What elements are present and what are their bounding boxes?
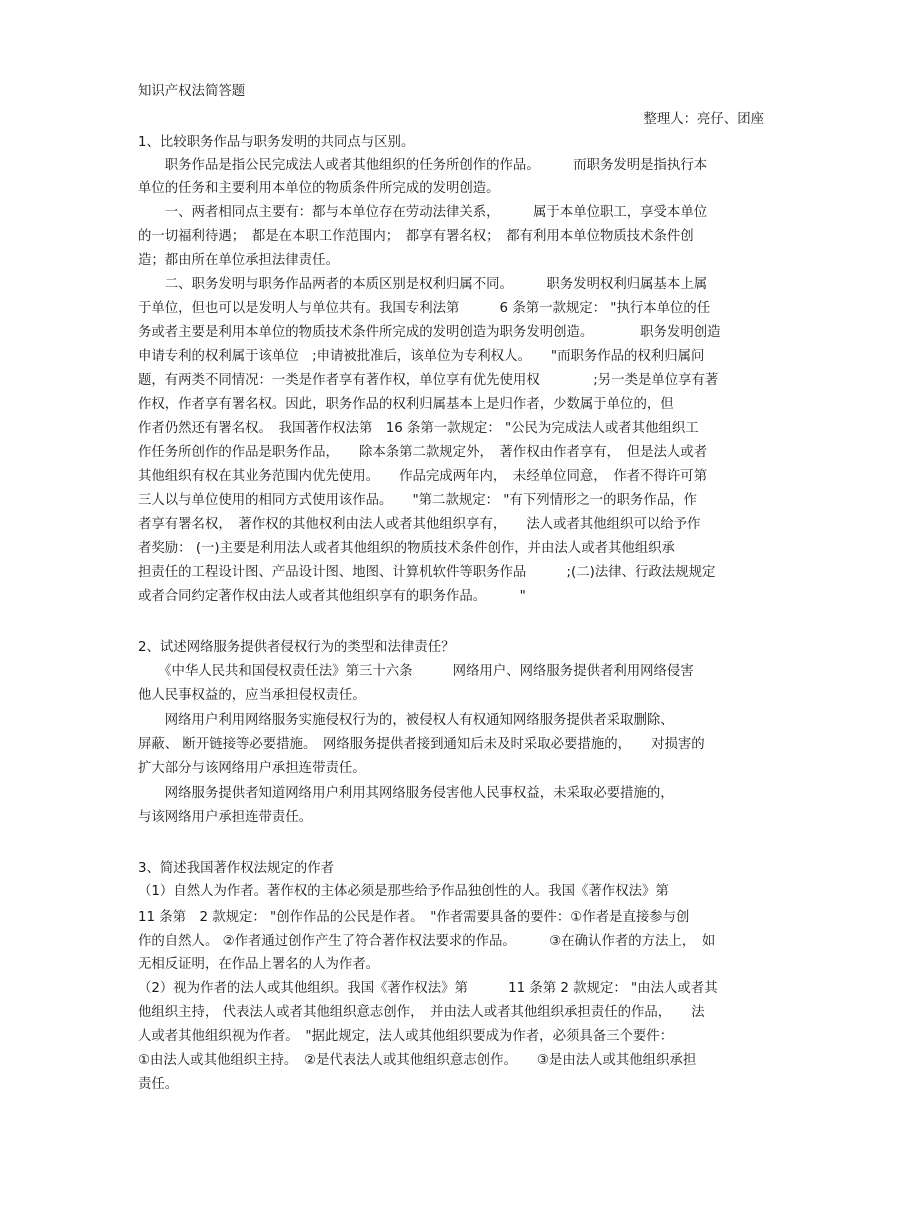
q3-line: （1）自然人为作者。著作权的主体必须是那些给予作品独创性的人。我国《著作权法》第 (138, 884, 669, 899)
q1-line: 于单位，但也可以是发明人与单位共有。我国专利法第 6 条第一款规定： "执行本单位的任 (138, 301, 711, 316)
q2-line: 与该网络用户承担连带责任。 (138, 810, 313, 825)
q1-line: 者享有署名权， 著作权的其他权利由法人或者其他组织享有， 法人或者其他组织可以给予作 (138, 517, 701, 532)
q3-line: ①由法人或其他组织主持。 ②是代表法人或其他组织意志创作。 ③是由法人或其他组织承担 (138, 1053, 697, 1068)
q1-line: 或者合同约定著作权由法人或者其他组织享有的职务作品。 " (138, 589, 526, 604)
q2-heading: 2、试述网络服务提供者侵权行为的类型和法律责任？ (138, 640, 455, 655)
q1-line: 题，有两类不同情况：一类是作者享有著作权，单位享有优先使用权 ;另一类是单位享有著 (138, 373, 719, 388)
q1-line: 担责任的工程设计图、产品设计图、地图、计算机软件等职务作品 ;(二)法律、行政法规规定 (138, 565, 716, 580)
q1-line: 作者仍然还有署名权。 我国著作权法第 16 条第一款规定： "公民为完成法人或者其他组织工 (138, 421, 699, 436)
q3-line: （2）视为作者的法人或其他组织。我国《著作权法》第 11 条第 2 款规定： "由法人或者其 (138, 981, 718, 996)
q1-line: 者奖励： (一)主要是利用法人或者其他组织的物质技术条件创作，并由法人或者其他组织承 (138, 541, 675, 556)
q1-line: 申请专利的权利属于该单位 ;申请被批准后，该单位为专利权人。 "而职务作品的权利归属问 (138, 349, 705, 364)
q1-line: 三人以与单位使用的相同方式使用该作品。 "第二款规定： "有下列情形之一的职务作品，作 (138, 493, 697, 508)
q1-line: 作权，作者享有署名权。因此，职务作品的权利归属基本上是归作者，少数属于单位的，但 (138, 397, 674, 412)
q3-line: 责任。 (138, 1077, 179, 1092)
q2-line: 《中华人民共和国侵权责任法》第三十六条 网络用户、网络服务提供者利用网络侵害 (138, 664, 694, 679)
q1-line: 作任务所创作的作品是职务作品， 除本条第二款规定外， 著作权由作者享有， 但是法人或者 (138, 445, 708, 460)
q2-line: 扩大部分与该网络用户承担连带责任。 (138, 761, 366, 776)
q1-heading: 1、比较职务作品与职务发明的共同点与区别。 (138, 135, 415, 150)
q1-line: 一、两者相同点主要有：都与本单位存在劳动法律关系， 属于本单位职工，享受本单位 (138, 205, 708, 220)
q1-line: 务或者主要是利用本单位的物质技术条件所完成的发明创造为职务发明创造。 职务发明创造 (138, 325, 721, 340)
q3-line: 人或者其他组织视为作者。 "据此规定，法人或其他组织要成为作者，必须具备三个要件： (138, 1029, 674, 1044)
author-line: 整理人：亮仔、团座 (643, 112, 764, 127)
q3-line: 他组织主持， 代表法人或者其他组织意志创作， 并由法人或者其他组织承担责任的作品， 法 (138, 1005, 705, 1020)
q1-line: 其他组织有权在其业务范围内优先使用。 作品完成两年内， 未经单位同意， 作者不得许可第 (138, 469, 708, 484)
q1-line: 职务作品是指公民完成法人或者其他组织的任务所创作的作品。 而职务发明是指执行本 (138, 158, 708, 173)
q1-line: 造；都由所在单位承担法律责任。 (138, 253, 339, 268)
q1-line: 的一切福利待遇； 都是在本职工作范围内； 都享有署名权； 都有利用本单位物质技术条件创 (138, 229, 694, 244)
q3-line: 无相反证明，在作品上署名的人为作者。 (138, 957, 380, 972)
q2-line: 网络用户利用网络服务实施侵权行为的，被侵权人有权通知网络服务提供者采取删除、 (138, 713, 674, 728)
q2-line: 网络服务提供者知道网络用户利用其网络服务侵害他人民事权益，未采取必要措施的， (138, 786, 674, 801)
q1-line: 二、职务发明与职务作品两者的本质区别是权利归属不同。 职务发明权利归属基本上属 (138, 277, 708, 292)
q3-line: 11 条第 2 款规定： "创作作品的公民是作者。 "作者需要具备的要件：①作者是直接参与创 (138, 910, 690, 925)
document-title: 知识产权法简答题 (138, 84, 246, 99)
q3-heading: 3、简述我国著作权法规定的作者 (138, 861, 334, 876)
q2-line: 他人民事权益的，应当承担侵权责任。 (138, 688, 366, 703)
q1-line: 单位的任务和主要利用本单位的物质条件所完成的发明创造。 (138, 181, 500, 196)
q3-line: 作的自然人。 ②作者通过创作产生了符合著作权法要求的作品。 ③在确认作者的方法上， 如 (138, 934, 716, 949)
q2-line: 屏蔽、 断开链接等必要措施。 网络服务提供者接到通知后未及时采取必要措施的， 对损害的 (138, 737, 705, 752)
